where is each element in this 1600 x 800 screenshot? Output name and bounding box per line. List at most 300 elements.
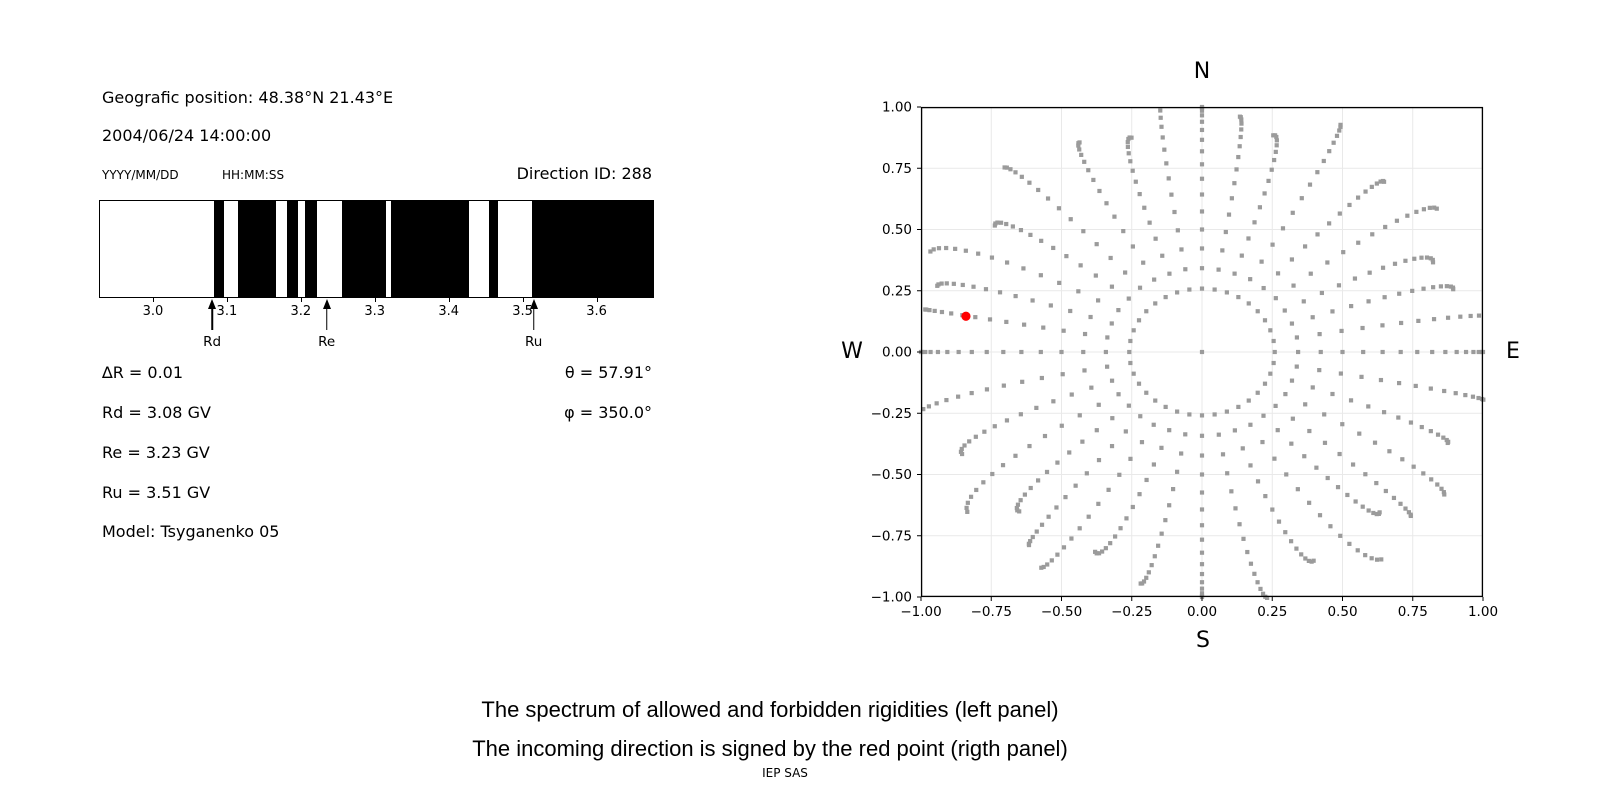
- direction-dot: [1458, 315, 1462, 319]
- direction-dot: [1106, 488, 1110, 492]
- direction-dot: [1225, 409, 1229, 413]
- direction-dot: [1303, 402, 1307, 406]
- direction-dot: [1019, 228, 1023, 232]
- direction-dot: [1347, 542, 1351, 546]
- direction-dot: [1429, 477, 1433, 481]
- direction-dot: [1273, 404, 1277, 408]
- direction-dot: [1011, 224, 1015, 228]
- direction-dot: [1239, 135, 1243, 139]
- direction-dot: [1110, 416, 1114, 420]
- direction-dot: [1356, 241, 1360, 245]
- direction-dot: [1445, 284, 1449, 288]
- allowed-rigidity-bar: [532, 201, 653, 297]
- direction-dot: [1384, 489, 1388, 493]
- direction-dot: [1030, 298, 1034, 302]
- direction-dot: [1137, 318, 1141, 322]
- credit-label: IEP SAS: [762, 766, 808, 780]
- direction-dot: [1074, 484, 1078, 488]
- direction-dot: [1131, 505, 1135, 509]
- direction-dot: [1200, 434, 1204, 438]
- direction-dot: [1338, 211, 1342, 215]
- direction-dot: [1164, 295, 1168, 299]
- direction-dot: [1395, 219, 1399, 223]
- direction-dot: [1349, 304, 1353, 308]
- direction-dot: [1077, 147, 1081, 151]
- direction-dot: [1398, 502, 1402, 506]
- direction-dot: [1005, 260, 1009, 264]
- direction-dot: [1054, 505, 1058, 509]
- direction-dot: [1429, 429, 1433, 433]
- direction-dot: [1272, 361, 1276, 365]
- direction-dot: [1366, 299, 1370, 303]
- re-value: Re = 3.23 GV: [102, 443, 210, 462]
- y-tick-label: 0.25: [881, 283, 912, 300]
- direction-dot: [1022, 323, 1026, 327]
- direction-dot: [1152, 423, 1156, 427]
- direction-dot: [1302, 299, 1306, 303]
- direction-dot: [1400, 457, 1404, 461]
- direction-dot: [964, 249, 968, 253]
- direction-dot: [1112, 215, 1116, 219]
- direction-dot: [981, 480, 985, 484]
- direction-dot: [1370, 232, 1374, 236]
- direction-dot: [945, 281, 949, 285]
- direction-dot: [1360, 326, 1364, 330]
- direction-dot: [1138, 414, 1142, 418]
- direction-dot: [1087, 515, 1091, 519]
- direction-dot: [1236, 295, 1240, 299]
- cutoff-marker-label: Rd: [203, 333, 222, 350]
- direction-dot: [1200, 113, 1204, 117]
- direction-dot: [1249, 562, 1253, 566]
- y-tick-label: −0.75: [870, 528, 912, 545]
- direction-dot: [1271, 133, 1275, 137]
- direction-dot: [1200, 580, 1204, 584]
- direction-dot: [1281, 226, 1285, 230]
- direction-dot: [1128, 361, 1132, 365]
- direction-dot: [1164, 405, 1168, 409]
- direction-dot: [1097, 189, 1101, 193]
- x-tick-label: −1.00: [900, 604, 942, 620]
- direction-dot: [1023, 493, 1027, 497]
- direction-dot: [1039, 273, 1043, 277]
- direction-dot: [1296, 487, 1300, 491]
- direction-dot: [960, 452, 964, 456]
- direction-dot: [1183, 432, 1187, 436]
- direction-dot: [1085, 471, 1089, 475]
- direction-dot: [1200, 572, 1204, 576]
- direction-dot: [1147, 570, 1151, 574]
- direction-dot: [1289, 442, 1293, 446]
- direction-dot: [1337, 452, 1341, 456]
- red-point: [961, 312, 970, 321]
- direction-dot: [1436, 433, 1440, 437]
- x-tick-label: 0.75: [1397, 604, 1428, 620]
- direction-dot: [1137, 492, 1141, 496]
- direction-dot: [1300, 196, 1304, 200]
- x-tick-label: 3.5: [512, 303, 533, 319]
- direction-plot-panel: [870, 99, 1499, 620]
- x-tick: [375, 298, 376, 302]
- direction-dot: [1167, 428, 1171, 432]
- direction-dot: [1240, 254, 1244, 258]
- direction-dot: [1359, 375, 1363, 379]
- direction-dot: [1036, 188, 1040, 192]
- compass-east-label: E: [1506, 339, 1520, 364]
- direction-dot: [1248, 277, 1252, 281]
- x-tick-label: 0.50: [1327, 604, 1358, 620]
- direction-dot: [1200, 286, 1204, 290]
- x-tick-label: −0.50: [1040, 604, 1083, 620]
- direction-dot: [1430, 350, 1434, 354]
- direction-dot: [1039, 566, 1043, 570]
- direction-dot: [1159, 446, 1163, 450]
- direction-dot: [1357, 432, 1361, 436]
- direction-dot: [1070, 392, 1074, 396]
- direction-dot: [1200, 587, 1204, 591]
- direction-dot: [1062, 329, 1066, 333]
- direction-dot: [1277, 520, 1281, 524]
- direction-dot: [1361, 350, 1365, 354]
- direction-dot: [1454, 391, 1458, 395]
- direction-dot: [1309, 272, 1313, 276]
- direction-dot: [1328, 524, 1332, 528]
- direction-dot: [1213, 287, 1217, 291]
- direction-dot: [1414, 210, 1418, 214]
- direction-dot: [1425, 255, 1429, 259]
- direction-dot: [1039, 350, 1043, 354]
- direction-dot: [1259, 260, 1263, 264]
- direction-dot: [1131, 244, 1135, 248]
- direction-dot: [1200, 177, 1204, 181]
- direction-dot: [1041, 325, 1045, 329]
- allowed-rigidity-bar: [489, 201, 498, 297]
- direction-dot: [973, 315, 977, 319]
- direction-dot: [1239, 127, 1243, 131]
- direction-dot: [1326, 476, 1330, 480]
- direction-dot: [1446, 316, 1450, 320]
- direction-dot: [927, 404, 931, 408]
- direction-dot: [1167, 503, 1171, 507]
- direction-dot: [1255, 580, 1259, 584]
- direction-dot: [1464, 350, 1468, 354]
- direction-dot: [1050, 558, 1054, 562]
- direction-dot: [1179, 451, 1183, 455]
- direction-dot: [1435, 207, 1439, 211]
- direction-dot: [1121, 229, 1125, 233]
- direction-dot: [1393, 262, 1397, 266]
- direction-dot: [1128, 159, 1132, 163]
- direction-dot: [1200, 490, 1204, 494]
- direction-dot: [1232, 181, 1236, 185]
- direction-dot: [1382, 180, 1386, 184]
- direction-dot: [1338, 123, 1342, 127]
- direction-dot: [928, 249, 932, 253]
- direction-dot: [1378, 510, 1382, 514]
- direction-dot: [1027, 181, 1031, 185]
- direction-dot: [1014, 294, 1018, 298]
- direction-dot: [1327, 221, 1331, 225]
- direction-dot: [945, 350, 949, 354]
- direction-dot: [1347, 203, 1351, 207]
- direction-dot: [1035, 529, 1039, 533]
- direction-dot: [1477, 314, 1481, 318]
- direction-dot: [1221, 452, 1225, 456]
- direction-dot: [1247, 301, 1251, 305]
- direction-dot: [1289, 539, 1293, 543]
- direction-dot: [1062, 545, 1066, 549]
- direction-dot: [1229, 489, 1233, 493]
- direction-dot: [1323, 441, 1327, 445]
- direction-dot: [1312, 559, 1316, 563]
- direction-dot: [1275, 143, 1279, 147]
- allowed-rigidity-bar: [238, 201, 276, 297]
- direction-dot: [1315, 170, 1319, 174]
- direction-dot: [1069, 217, 1073, 221]
- direction-dot: [1156, 544, 1160, 548]
- direction-dot: [1067, 450, 1071, 454]
- direction-dot: [1241, 537, 1245, 541]
- direction-dot: [1320, 291, 1324, 295]
- direction-dot: [1368, 271, 1372, 275]
- direction-dot: [1236, 405, 1240, 409]
- direction-dot: [1431, 260, 1435, 264]
- direction-dot: [1325, 260, 1329, 264]
- direction-dot: [937, 246, 941, 250]
- direction-dot: [966, 501, 970, 505]
- direction-dot: [953, 247, 957, 251]
- direction-dot: [1230, 196, 1234, 200]
- direction-dot: [944, 246, 948, 250]
- direction-dot: [1027, 444, 1031, 448]
- direction-dot: [1162, 148, 1166, 152]
- direction-dot: [1256, 391, 1260, 395]
- x-tick: [523, 298, 524, 302]
- direction-dot: [1068, 309, 1072, 313]
- direction-dot: [1128, 457, 1132, 461]
- direction-id-label: Direction ID: 288: [516, 164, 652, 183]
- y-tick-label: 0.50: [881, 222, 912, 238]
- direction-dot: [1127, 404, 1131, 408]
- direction-dot: [1159, 125, 1163, 129]
- direction-dot: [1040, 376, 1044, 380]
- direction-dot: [1245, 550, 1249, 554]
- y-tick-label: 1.00: [881, 99, 912, 116]
- direction-dot: [1008, 167, 1012, 171]
- x-tick-label: 0.00: [1186, 604, 1218, 620]
- direction-dot: [1118, 526, 1122, 530]
- direction-dot: [1019, 412, 1023, 416]
- direction-dot: [993, 424, 997, 428]
- allowed-rigidity-bar: [342, 201, 386, 297]
- direction-dot: [1392, 496, 1396, 500]
- direction-dot: [1373, 441, 1377, 445]
- direction-dot: [974, 435, 978, 439]
- direction-dot: [998, 290, 1002, 294]
- direction-dot: [985, 350, 989, 354]
- direction-dot: [1260, 440, 1264, 444]
- direction-dot: [1057, 281, 1061, 285]
- direction-dot: [1127, 296, 1131, 300]
- direction-dot: [1055, 461, 1059, 465]
- direction-dot: [1405, 214, 1409, 218]
- direction-dot: [1455, 350, 1459, 354]
- direction-dot: [1063, 495, 1067, 499]
- x-tick-label: −0.75: [970, 604, 1012, 620]
- direction-dot: [1345, 493, 1349, 497]
- direction-dot: [999, 221, 1003, 225]
- direction-dot: [1076, 289, 1080, 293]
- direction-dot: [1019, 350, 1023, 354]
- x-tick: [449, 298, 450, 302]
- direction-dot: [1429, 386, 1433, 390]
- direction-dot: [1079, 263, 1083, 267]
- direction-dot: [1093, 550, 1097, 554]
- direction-dot: [1311, 315, 1315, 319]
- direction-dot: [1379, 378, 1383, 382]
- direction-dot: [1295, 335, 1299, 339]
- direction-dot: [976, 252, 980, 256]
- direction-dot: [1263, 318, 1267, 322]
- direction-dot: [1296, 350, 1300, 354]
- direction-dot: [1339, 329, 1343, 333]
- compass-north-label: N: [1193, 59, 1211, 84]
- direction-dot: [956, 395, 960, 399]
- direction-dot: [1471, 350, 1475, 354]
- direction-dot: [1113, 534, 1117, 538]
- direction-dot: [1295, 364, 1299, 368]
- direction-dot: [1403, 259, 1407, 263]
- direction-dot: [1412, 465, 1416, 469]
- direction-dot: [1104, 546, 1108, 550]
- direction-dot: [1241, 446, 1245, 450]
- direction-dot: [1020, 175, 1024, 179]
- x-tick-label: 3.6: [586, 303, 607, 319]
- direction-dot: [1363, 553, 1367, 557]
- direction-dot: [1176, 228, 1180, 232]
- direction-dot: [1091, 178, 1095, 182]
- direction-dot: [1095, 242, 1099, 246]
- direction-dot: [1416, 319, 1420, 323]
- direction-dot: [1375, 558, 1379, 562]
- direction-dot: [1471, 395, 1475, 399]
- direction-dot: [1127, 350, 1131, 354]
- direction-dot: [1200, 149, 1204, 153]
- direction-dot: [1354, 499, 1358, 503]
- direction-dot: [1272, 158, 1276, 162]
- direction-dot: [1144, 576, 1148, 580]
- direction-dot: [1290, 379, 1294, 383]
- direction-dot: [1140, 440, 1144, 444]
- direction-dot: [984, 287, 988, 291]
- direction-dot: [1138, 192, 1142, 196]
- direction-dot: [1262, 191, 1266, 195]
- direction-dot: [1379, 557, 1383, 561]
- direction-dot: [1153, 301, 1157, 305]
- direction-dot: [1028, 233, 1032, 237]
- direction-dot: [1428, 206, 1432, 210]
- direction-dot: [1059, 350, 1063, 354]
- x-tick-label: 3.0: [142, 303, 164, 319]
- direction-dot: [1256, 479, 1260, 483]
- direction-dot: [1142, 206, 1146, 210]
- direction-dot: [1081, 350, 1085, 354]
- direction-dot: [1049, 303, 1053, 307]
- direction-dot: [1258, 205, 1262, 209]
- direction-dot: [1200, 209, 1204, 213]
- direction-dot: [974, 488, 978, 492]
- direction-dot: [971, 285, 975, 289]
- direction-dot: [1144, 309, 1148, 313]
- direction-dot: [1163, 518, 1167, 522]
- direction-dot: [1040, 523, 1044, 527]
- direction-dot: [1083, 332, 1087, 336]
- direction-dot: [1403, 506, 1407, 510]
- direction-dot: [1319, 350, 1323, 354]
- direction-dot: [1276, 271, 1280, 275]
- direction-dot: [1315, 232, 1319, 236]
- direction-dot: [1270, 168, 1274, 172]
- direction-dot: [967, 439, 971, 443]
- direction-dot: [1233, 506, 1237, 510]
- direction-dot: [1291, 211, 1295, 215]
- x-tick-label: −0.25: [1111, 604, 1153, 620]
- direction-dot: [1020, 380, 1024, 384]
- direction-dot: [1339, 371, 1343, 375]
- allowed-rigidity-bar: [305, 201, 317, 297]
- direction-dot: [965, 510, 969, 514]
- direction-dot: [1409, 514, 1413, 518]
- direction-dot: [1322, 159, 1326, 163]
- arrow-shaft: [326, 308, 328, 330]
- direction-dot: [1079, 153, 1083, 157]
- direction-dot: [1335, 134, 1339, 138]
- direction-dot: [1152, 462, 1156, 466]
- direction-dot: [990, 255, 994, 259]
- direction-dot: [1004, 320, 1008, 324]
- direction-dot: [1431, 285, 1435, 289]
- theta-value: θ = 57.91°: [564, 363, 652, 382]
- direction-dot: [944, 398, 948, 402]
- x-tick: [227, 298, 228, 302]
- direction-dot: [1262, 286, 1266, 290]
- direction-dot: [1104, 201, 1108, 205]
- direction-dot: [1397, 381, 1401, 385]
- direction-dot: [1442, 492, 1446, 496]
- direction-dot: [1027, 543, 1031, 547]
- direction-dot: [1152, 277, 1156, 281]
- direction-dot: [1183, 267, 1187, 271]
- direction-dot: [1340, 350, 1344, 354]
- direction-dot: [1144, 391, 1148, 395]
- direction-dot: [1270, 243, 1274, 247]
- direction-dot: [964, 506, 968, 510]
- caption-line-1: The spectrum of allowed and forbidden rigidities (left panel): [481, 697, 1059, 722]
- direction-dot: [1291, 417, 1295, 421]
- direction-dot: [1469, 314, 1473, 318]
- direction-dot: [1096, 298, 1100, 302]
- direction-dot: [1064, 254, 1068, 258]
- direction-dot: [1374, 481, 1378, 485]
- y-tick-label: 0.75: [881, 160, 912, 177]
- direction-dot: [1412, 257, 1416, 261]
- direction-dot: [1363, 472, 1367, 476]
- direction-dot: [1314, 466, 1318, 470]
- direction-dot: [1263, 382, 1267, 386]
- direction-dot: [1200, 472, 1204, 476]
- direction-dot: [1227, 213, 1231, 217]
- direction-dot: [1276, 428, 1280, 432]
